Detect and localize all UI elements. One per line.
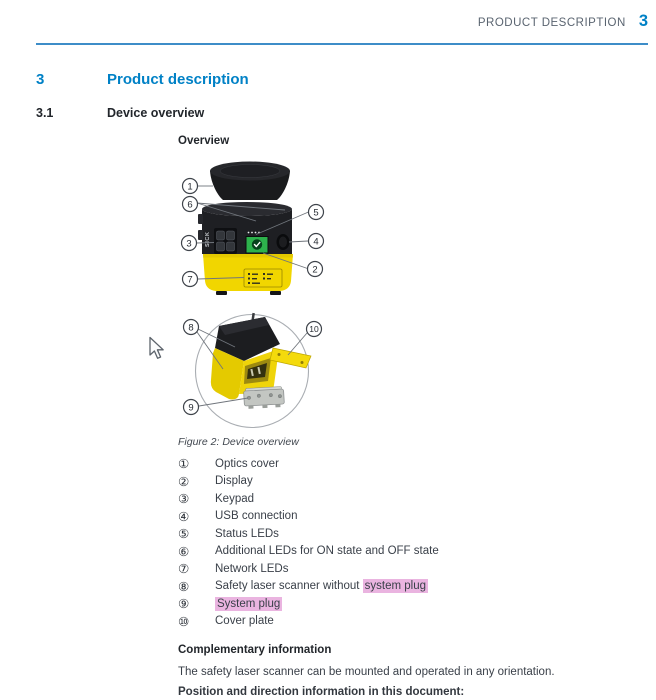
complementary-heading: Complementary information [178,644,332,656]
svg-text:2: 2 [312,264,318,276]
header-title: PRODUCT DESCRIPTION [477,17,626,29]
legend-item-7 [178,560,439,578]
figure-caption: Figure 2: Device overview [178,436,299,448]
legend-text-pre: Additional LEDs for ON state and OFF state [215,545,439,558]
callout-1 [183,179,198,194]
svg-text:7: 7 [187,274,193,286]
display [246,237,268,254]
legend-text [215,458,279,470]
svg-text:9: 9 [188,402,194,414]
legend-text-pre: Optics cover [215,457,279,470]
legend-text-pre: Safety laser scanner without [215,580,363,593]
legend-item-2 [178,473,439,491]
keypad [214,228,237,254]
legend-text-pre: Keypad [215,492,255,505]
svg-text:1: 1 [187,181,193,193]
complementary-text: The safety laser scanner can be mounted and operated in any orientation. [178,666,555,678]
legend-text [215,545,439,557]
optics-cover [210,162,290,201]
legend-bullet: ⑦ [178,561,190,577]
callout-6 [183,197,198,212]
callout-7 [183,272,198,287]
cursor-icon [148,336,166,362]
subsection-number: 3.1 [36,106,54,120]
legend-text-pre: Status LEDs [215,527,279,540]
callout-5 [309,205,324,220]
position-direction-heading: Position and direction information in this document: [178,686,465,698]
header-rule [36,43,648,45]
legend-text-highlight: System plug [217,597,281,610]
legend-text [215,528,279,540]
legend-bullet: ⑩ [178,613,190,629]
scanner-without-plug [211,313,280,400]
legend-bullet: ⑤ [178,526,190,542]
legend-text-pre: Display [215,475,253,488]
legend-text [215,475,253,487]
legend-item-6 [178,543,439,561]
legend-item-10 [178,613,439,631]
device-front-figure [178,150,343,298]
legend-text-highlight: system plug [364,580,427,593]
legend-text [215,615,274,627]
brand-logo: SICK [205,231,211,247]
system-plug [243,386,284,409]
device-bottom-figure [178,305,338,430]
legend-text [215,563,289,575]
section-title: Product description [107,71,249,88]
legend-text [215,510,297,522]
svg-text:10: 10 [309,324,319,335]
page-header [0,12,648,31]
legend-text [215,598,282,610]
usb-port [277,234,290,250]
legend-text-pre: USB connection [215,510,298,523]
overview-heading: Overview [178,135,230,147]
svg-text:4: 4 [313,236,319,248]
callout-2 [308,262,323,277]
legend-item-8 [178,578,439,596]
legend-bullet: ⑨ [178,596,190,612]
legend-item-3 [178,490,439,508]
legend-bullet: ① [178,456,190,472]
legend-bullet: ② [178,473,190,489]
subsection-title: Device overview [107,106,205,120]
legend-item-4 [178,508,439,526]
legend-bullet: ⑥ [178,543,190,559]
svg-text:6: 6 [187,199,193,211]
callout-10 [307,322,322,337]
legend-item-1 [178,455,439,473]
legend-text [215,493,254,505]
callout-8 [184,320,199,335]
svg-text:3: 3 [186,238,192,250]
legend-text [215,580,428,592]
legend-item-9 [178,595,439,613]
legend-item-5 [178,525,439,543]
section-number: 3 [36,71,45,88]
callout-9 [184,400,199,415]
legend-text-pre: Cover plate [215,615,274,628]
legend-bullet: ④ [178,508,190,524]
svg-text:5: 5 [313,207,319,219]
header-page-number: 3 [638,12,648,30]
legend-bullet: ③ [178,491,190,507]
svg-text:8: 8 [188,322,194,334]
callout-4 [309,234,324,249]
legend-text-pre: Network LEDs [215,562,289,575]
callout-3 [182,236,197,251]
legend-list [178,455,439,630]
legend-bullet: ⑧ [178,578,190,594]
